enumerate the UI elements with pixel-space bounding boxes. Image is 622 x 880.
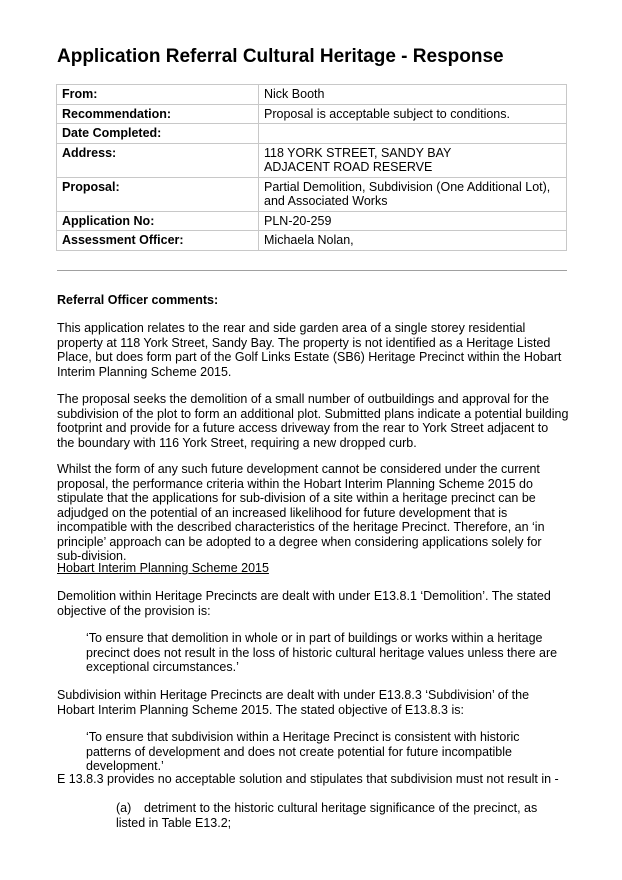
list-item-label: (a) [116, 801, 132, 815]
address-line-2: ADJACENT ROAD RESERVE [264, 160, 433, 174]
table-row [57, 177, 567, 211]
quote-subdivision: ‘To ensure that subdivision within a Heritage Precinct is consistent with historic patterns of development and does not create potential for future incompatible development.’ [86, 730, 520, 773]
row-label: Date Completed: [57, 124, 259, 144]
application-info-table [56, 84, 567, 251]
row-label: Assessment Officer: [57, 231, 259, 251]
row-value [259, 143, 567, 177]
scheme-heading: Hobart Interim Planning Scheme 2015 [57, 561, 269, 575]
paragraph-6: E 13.8.3 provides no acceptable solution and stipulates that subdivision must not result in - [57, 772, 559, 786]
table-row [57, 231, 567, 251]
proposal-line-2: and Associated Works [264, 194, 388, 208]
row-label: Recommendation: [57, 104, 259, 124]
row-label: Proposal: [57, 177, 259, 211]
row-value [259, 124, 567, 144]
row-label: Application No: [57, 211, 259, 231]
section-divider [57, 270, 567, 271]
paragraph-5: Subdivision within Heritage Precincts are dealt with under E13.8.3 ‘Subdivision’ of the Hobart Interim Planning Scheme 2015. The stated objective of E13.8.3 is: [57, 688, 530, 717]
row-label: Address: [57, 143, 259, 177]
row-value: Nick Booth [259, 85, 567, 105]
address-line-1: 118 YORK STREET, SANDY BAY [264, 145, 452, 160]
row-value: PLN-20-259 [259, 211, 567, 231]
comments-heading: Referral Officer comments: [57, 293, 219, 307]
paragraph-3: Whilst the form of any such future development cannot be considered under the current proposal, the performance criteria within the Hobart Interim Planning Scheme 2015 do stipulate that the applications for sub-division of a site within a heritage precinct can be adjudged on the potential of an increased likelihood for future development that is incompatible with the described characteristics of the heritage Precinct. Therefore, an ‘in principle’ approach can be adopted to a degree when considering applications solely for sub-division. [57, 462, 545, 563]
row-label: From: [57, 85, 259, 105]
table-row [57, 143, 567, 177]
quote-demolition: ‘To ensure that demolition in whole or in part of buildings or works within a heritage precinct does not result in the loss of historic cultural heritage values unless there are exceptional circumstances.’ [86, 631, 558, 674]
paragraph-4: Demolition within Heritage Precincts are dealt with under E13.8.1 ‘Demolition’. The stated objective of the provision is: [57, 589, 551, 618]
list-item [116, 801, 568, 830]
paragraph-2: The proposal seeks the demolition of a small number of outbuildings and approval for the subdivision of the plot to form an additional plot. Submitted plans indicate a potential building footprint and provide for a future access driveway from the rear to York Street adjacent to the boundary with 116 York Street, requiring a new dropped curb. [57, 392, 569, 450]
proposal-line-1: Partial Demolition, Subdivision (One Additional Lot), [264, 179, 551, 194]
paragraph-1: This application relates to the rear and side garden area of a single storey residential property at 118 York Street, Sandy Bay. The property is not identified as a Heritage Listed Place, but does form part of the Golf Links Estate (SB6) Heritage Precinct within the Hobart Interim Planning Scheme 2015. [57, 321, 562, 379]
row-value [259, 177, 567, 211]
page-title: Application Referral Cultural Heritage - Response [57, 46, 504, 67]
list-item-text: detriment to the historic cultural heritage significance of the precinct, as listed in Table E13.2; [116, 801, 538, 830]
table-row [57, 124, 567, 144]
table-row [57, 211, 567, 231]
table-row [57, 85, 567, 105]
row-value: Michaela Nolan, [259, 231, 567, 251]
table-row [57, 104, 567, 124]
row-value: Proposal is acceptable subject to conditions. [259, 104, 567, 124]
